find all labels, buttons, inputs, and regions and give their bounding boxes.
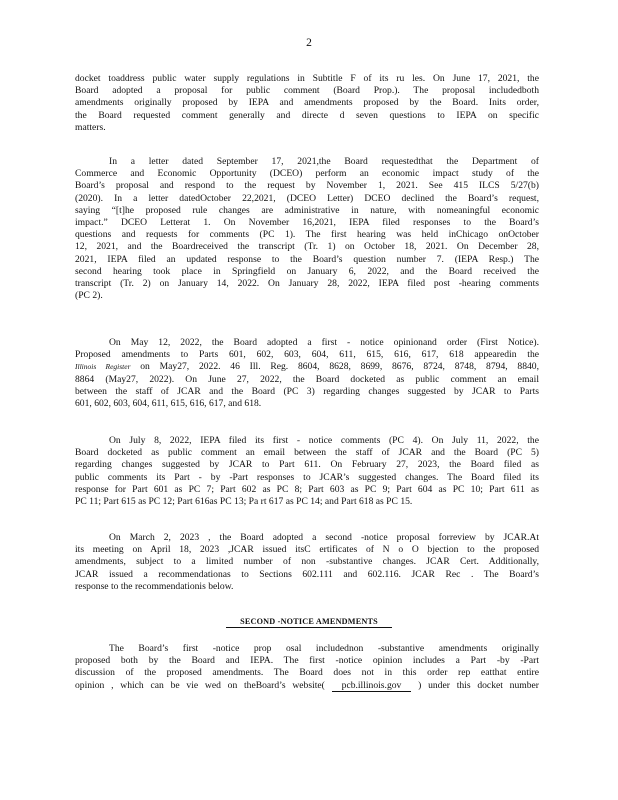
text-line: 601, 602, 603, 604, 611, 615, 616, 617, and 618.: [75, 398, 262, 410]
text-line: 12, 2021, and the Boardreceived the transcript (Tr. 1) on October 18, 2021. On December 28,: [75, 241, 539, 253]
text-line: amendments, subject to a limited number of non -substantive changes. JCAR Cert. Additionally,: [75, 556, 539, 568]
text-line: Board docketed as public comment an email between the staff of JCAR and the Board (PC 5): [75, 447, 539, 459]
text-line: (PC 2).: [75, 290, 103, 302]
text-line: JCAR issued a recommendationas to Sections 602.111 and 602.116. JCAR Rec . The Board’s: [75, 568, 539, 580]
text-line: 2021, IEPA filed an updated response to the Board’s question number 7. (IEPA Resp.) The: [75, 253, 539, 265]
illinois-register-title: Illinois Register: [75, 362, 131, 372]
text-line: response to the recommendationis below.: [75, 580, 234, 592]
text-line: transcript (Tr. 2) on January 14, 2022. On January 28, 2022, IEPA filed post -hearing comments: [75, 278, 539, 290]
text-line: Proposed amendments to Parts 601, 602, 603, 604, 611, 615, 616, 617, 618 appearedin the: [75, 349, 539, 361]
text-line: amendments originally proposed by IEPA and amendments proposed by the Board. Inits order,: [75, 97, 539, 109]
text-line: On July 8, 2022, IEPA filed its first - notice comments (PC 4). On July 11, 2022, the: [109, 435, 539, 446]
text-line: second hearing took place in Springfield on January 6, 2022, and the Board received the: [75, 265, 539, 277]
text-line: On March 2, 2023 , the Board adopted a second -notice proposal forreview by JCAR.At: [109, 532, 539, 543]
paragraph-amendments: [75, 643, 539, 692]
text-line: docket toaddress public water supply regulations in Subtitle F of its ru les. On June 17, 2021, the: [75, 73, 539, 84]
section-heading: [0, 617, 618, 628]
text-line: impact.” DCEO Letterat 1. On November 16,2021, IEPA filed responses to the Board’s: [75, 217, 539, 229]
text-line: 8864 (May27, 2022). On June 27, 2022, the Board docketed as public comment an email: [75, 373, 539, 385]
text-line: proposed both by the Board and IEPA. The first -notice opinion includes a Part -by -Part: [75, 655, 539, 667]
text-line: its meeting on April 18, 2023 ,JCAR issued itsC ertificates of N o O bjection to the proposed: [75, 544, 539, 556]
paragraph-iepa-comments: [75, 435, 539, 508]
text-line: regarding changes suggested by JCAR to Part 611. On February 27, 2023, the Board filed as: [75, 459, 539, 471]
text-line: In a letter dated September 17, 2021,the Board requestedthat the Department of: [109, 156, 539, 167]
text-line-website: opinion , which can be vie wed on theBoard’s website( pcb.illinois.gov ) under this docket number: [75, 679, 539, 691]
text-line: On May 12, 2022, the Board adopted a first - notice opinionand order (First Notice).: [109, 337, 539, 348]
text-line: matters.: [75, 121, 106, 133]
text-line: the Board requested comment generally and directe d seven questions to IEPA on specific: [75, 109, 539, 121]
text-line: Commerce and Economic Opportunity (DCEO) perform an economic impact study of the: [75, 168, 539, 180]
text-line: (2020). In a letter datedOctober 22,2021, (DCEO Letter) DCEO declined the Board’s request,: [75, 192, 539, 204]
text-line: The Board’s first -notice prop osal includednon -substantive amendments originally: [109, 643, 539, 654]
text-line: discussion of the proposed amendments. The Board does not in this order rep eatthat entire: [75, 667, 539, 679]
paragraph-dceo-letter: [75, 156, 539, 302]
paragraph-second-notice: [75, 532, 539, 593]
text-line: questions and requests for comments (PC 1). The first hearing was held inChicago onOctober: [75, 229, 539, 241]
text-line: between the staff of JCAR and the Board (PC 3) regarding changes suggested by JCAR to Parts: [75, 385, 539, 397]
text-line-register: Illinois Register on May27, 2022. 46 Ill. Reg. 8604, 8628, 8699, 8676, 8724, 8748, 8794, 8840,: [75, 361, 539, 373]
text-line: public comments its Part - by -Part responses to JCAR’s suggested changes. The Board filed its: [75, 471, 539, 483]
paragraph-docket-intro: [75, 73, 539, 134]
section-heading-text: SECOND -NOTICE AMENDMENTS: [226, 617, 392, 628]
paragraph-first-notice: [75, 337, 539, 410]
text-line: response for Part 601 as PC 7; Part 602 as PC 8; Part 603 as PC 9; Part 604 as PC 10; Part 611 as: [75, 483, 539, 495]
text-line: PC 11; Part 615 as PC 12; Part 616as PC 13; Pa rt 617 as PC 14; and Part 618 as PC 15.: [75, 496, 413, 508]
page-number: 2: [306, 37, 312, 49]
text-line: Board’s proposal and respond to the request by November 1, 2021. See 415 ILCS 5/27(b): [75, 180, 539, 192]
website-link[interactable]: pcb.illinois.gov: [332, 680, 412, 692]
text-line: saying “[t]he proposed rule changes are administrative in nature, with nomeaningful economic: [75, 204, 539, 216]
text-line: Board adopted a proposal for public comment (Board Prop.). The proposal includedboth: [75, 85, 539, 97]
